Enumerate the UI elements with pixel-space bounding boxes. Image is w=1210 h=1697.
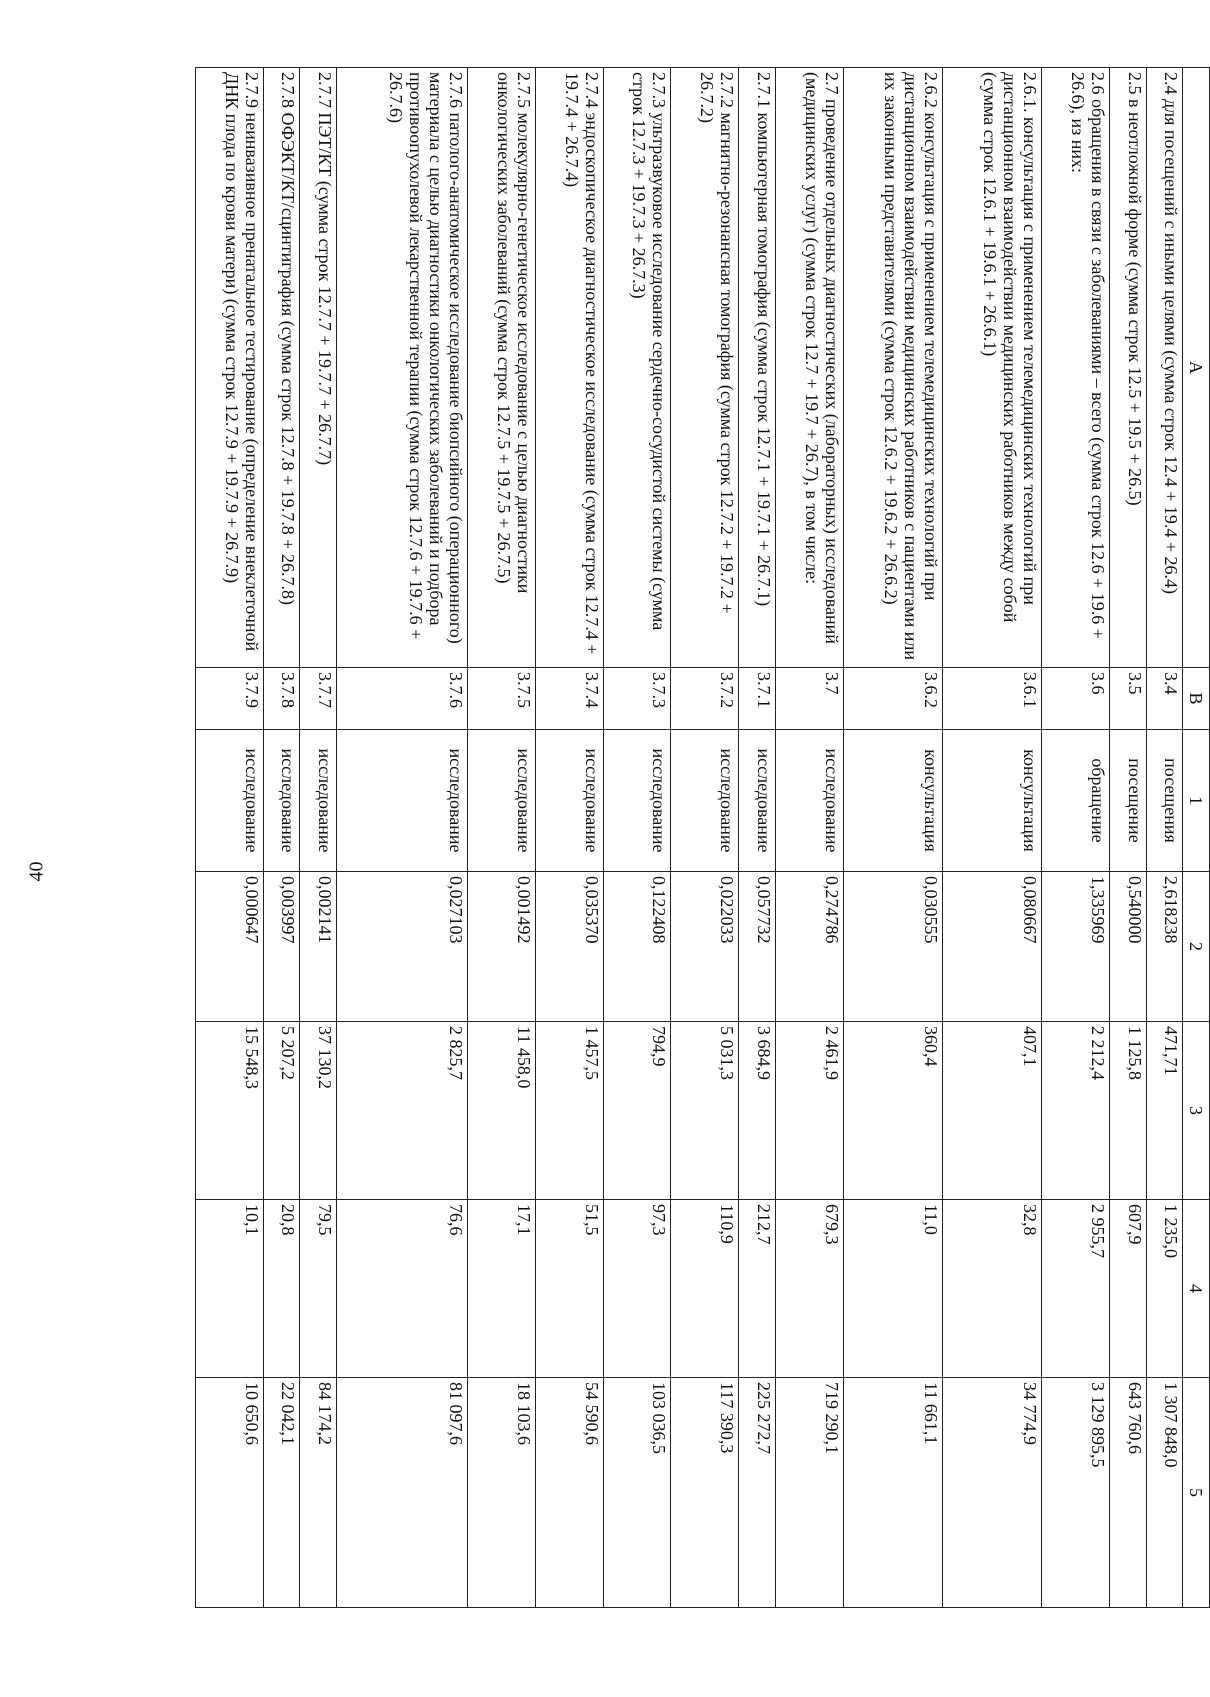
value-cell: 3 129 895,5	[1042, 1378, 1110, 1608]
value-cell: 17,1	[467, 1200, 535, 1378]
value-cell: 22 042,1	[264, 1378, 300, 1608]
desc-cell: 2.6 обращения в связи с заболеваниями – всего (сумма строк 12.6 + 19.6 + 26.6), из них:	[1042, 68, 1110, 668]
value-cell: 10,1	[196, 1200, 264, 1378]
value-cell: 103 036,5	[603, 1378, 671, 1608]
value-cell: 54 590,6	[535, 1378, 603, 1608]
value-cell: 10 650,6	[196, 1378, 264, 1608]
unit-cell: консультация	[943, 730, 1042, 872]
table-row	[739, 68, 775, 1608]
value-cell: 2 955,7	[1042, 1200, 1110, 1378]
value-cell: 212,7	[739, 1200, 775, 1378]
value-cell: 0,003997	[264, 872, 300, 1022]
header-cell: 2	[1183, 872, 1210, 1022]
value-cell: 643 760,6	[1110, 1378, 1146, 1608]
code-cell: 3.7	[775, 668, 843, 730]
value-cell: 5 207,2	[264, 1022, 300, 1200]
unit-cell: исследование	[264, 730, 300, 872]
code-cell: 3.7.9	[196, 668, 264, 730]
desc-cell: 2.7.9 неинвазивное пренатальное тестирование (определение внеклеточной ДНК плода по крови матери) (сумма строк 12.7.9 + 19.7.9 + 26.7.9)	[196, 68, 264, 668]
header-cell: A	[1183, 68, 1210, 668]
table-row	[1146, 68, 1182, 1608]
table-row	[264, 68, 300, 1608]
unit-cell: исследование	[196, 730, 264, 872]
desc-cell: 2.7.8 ОФЭКТ/КТ/сцинтиграфия (сумма строк 12.7.8 + 19.7.8 + 26.7.8)	[264, 68, 300, 668]
unit-cell: консультация	[843, 730, 942, 872]
code-cell: 3.7.1	[739, 668, 775, 730]
code-cell: 3.5	[1110, 668, 1146, 730]
table-row	[671, 68, 739, 1608]
header-cell: 4	[1183, 1200, 1210, 1378]
header-cell: B	[1183, 668, 1210, 730]
desc-cell: 2.7.6 патолого-анатомическое исследование биопсийного (операционного) материала с целью диагностики онкологических заболеваний и подбора противоопухолевой лекарственной терапии (сумма строк 12.7.6 + 19.7.6 + 26.7.6)	[336, 68, 467, 668]
value-cell: 11 661,1	[843, 1378, 942, 1608]
value-cell: 471,71	[1146, 1022, 1182, 1200]
unit-cell: обращение	[1042, 730, 1110, 872]
value-cell: 5 031,3	[671, 1022, 739, 1200]
value-cell: 0,027103	[336, 872, 467, 1022]
value-cell: 11 458,0	[467, 1022, 535, 1200]
desc-cell: 2.7.4 эндоскопическое диагностическое исследование (сумма строк 12.7.4 + 19.7.4 + 26.7.4)	[535, 68, 603, 668]
value-cell: 0,080667	[943, 872, 1042, 1022]
value-cell: 0,035370	[535, 872, 603, 1022]
value-cell: 1 235,0	[1146, 1200, 1182, 1378]
desc-cell: 2.7.2 магнитно-резонансная томография (сумма строк 12.7.2 + 19.7.2 + 26.7.2)	[671, 68, 739, 668]
table-row	[1110, 68, 1146, 1608]
table-body	[196, 68, 1183, 1608]
header-cell: 1	[1183, 730, 1210, 872]
table-row	[535, 68, 603, 1608]
table-row	[300, 68, 336, 1608]
table-row	[1042, 68, 1110, 1608]
value-cell: 3 684,9	[739, 1022, 775, 1200]
value-cell: 18 103,6	[467, 1378, 535, 1608]
value-cell: 51,5	[535, 1200, 603, 1378]
value-cell: 20,8	[264, 1200, 300, 1378]
value-cell: 34 774,9	[943, 1378, 1042, 1608]
code-cell: 3.7.2	[671, 668, 739, 730]
value-cell: 2 212,4	[1042, 1022, 1110, 1200]
code-cell: 3.6.1	[943, 668, 1042, 730]
header-cell: 3	[1183, 1022, 1210, 1200]
unit-cell: исследование	[739, 730, 775, 872]
unit-cell: исследование	[603, 730, 671, 872]
cost-table	[195, 67, 1210, 1608]
unit-cell: исследование	[775, 730, 843, 872]
code-cell: 3.6	[1042, 668, 1110, 730]
value-cell: 2,618238	[1146, 872, 1182, 1022]
unit-cell: исследование	[671, 730, 739, 872]
value-cell: 2 825,7	[336, 1022, 467, 1200]
code-cell: 3.7.8	[264, 668, 300, 730]
value-cell: 679,3	[775, 1200, 843, 1378]
header-row	[1183, 68, 1210, 1608]
value-cell: 117 390,3	[671, 1378, 739, 1608]
value-cell: 1,335969	[1042, 872, 1110, 1022]
value-cell: 15 548,3	[196, 1022, 264, 1200]
code-cell: 3.7.6	[336, 668, 467, 730]
value-cell: 0,022033	[671, 872, 739, 1022]
value-cell: 97,3	[603, 1200, 671, 1378]
value-cell: 1 307 848,0	[1146, 1378, 1182, 1608]
desc-cell: 2.7.1 компьютерная томография (сумма строк 12.7.1 + 19.7.1 + 26.7.1)	[739, 68, 775, 668]
value-cell: 79,5	[300, 1200, 336, 1378]
value-cell: 76,6	[336, 1200, 467, 1378]
unit-cell: посещения	[1146, 730, 1182, 872]
code-cell: 3.7.4	[535, 668, 603, 730]
value-cell: 607,9	[1110, 1200, 1146, 1378]
value-cell: 0,122408	[603, 872, 671, 1022]
code-cell: 3.7.7	[300, 668, 336, 730]
value-cell: 0,274786	[775, 872, 843, 1022]
code-cell: 3.4	[1146, 668, 1182, 730]
code-cell: 3.6.2	[843, 668, 942, 730]
table-row	[336, 68, 467, 1608]
value-cell: 0,057732	[739, 872, 775, 1022]
unit-cell: исследование	[336, 730, 467, 872]
value-cell: 407,1	[943, 1022, 1042, 1200]
rotated-table-container	[195, 67, 1210, 1607]
value-cell: 0,002141	[300, 872, 336, 1022]
desc-cell: 2.7.3 ультразвуковое исследование сердечно-сосудистой системы (сумма строк 12.7.3 + 19.7.3 + 26.7.3)	[603, 68, 671, 668]
value-cell: 0,001492	[467, 872, 535, 1022]
value-cell: 360,4	[843, 1022, 942, 1200]
desc-cell: 2.7.5 молекулярно-генетическое исследование с целью диагностики онкологических заболеваний (сумма строк 12.7.5 + 19.7.5 + 26.7.5)	[467, 68, 535, 668]
value-cell: 1 457,5	[535, 1022, 603, 1200]
code-cell: 3.7.3	[603, 668, 671, 730]
unit-cell: исследование	[300, 730, 336, 872]
value-cell: 84 174,2	[300, 1378, 336, 1608]
desc-cell: 2.6.1. консультация с применением телемедицинских технологий при дистанционном взаимодействии медицинских работников между собой (сумма строк 12.6.1 + 19.6.1 + 26.6.1)	[943, 68, 1042, 668]
value-cell: 1 125,8	[1110, 1022, 1146, 1200]
table-row	[775, 68, 843, 1608]
table-row	[843, 68, 942, 1608]
value-cell: 11,0	[843, 1200, 942, 1378]
desc-cell: 2.4 для посещений с иными целями (сумма строк 12.4 + 19.4 + 26.4)	[1146, 68, 1182, 668]
desc-cell: 2.7.7 ПЭТ/КТ (сумма строк 12.7.7 + 19.7.7 + 26.7.7)	[300, 68, 336, 668]
value-cell: 81 097,6	[336, 1378, 467, 1608]
value-cell: 2 461,9	[775, 1022, 843, 1200]
table-row	[467, 68, 535, 1608]
value-cell: 719 290,1	[775, 1378, 843, 1608]
unit-cell: посещение	[1110, 730, 1146, 872]
desc-cell: 2.6.2 консультация с применением телемедицинских технологий при дистанционном взаимодействии медицинских работников с пациентами или их законными представителями (сумма строк 12.6.2 + 19.6.2 + 26.6.2)	[843, 68, 942, 668]
value-cell: 0,540000	[1110, 872, 1146, 1022]
code-cell: 3.7.5	[467, 668, 535, 730]
value-cell: 794,9	[603, 1022, 671, 1200]
value-cell: 110,9	[671, 1200, 739, 1378]
table-row	[603, 68, 671, 1608]
value-cell: 37 130,2	[300, 1022, 336, 1200]
unit-cell: исследование	[535, 730, 603, 872]
unit-cell: исследование	[467, 730, 535, 872]
value-cell: 225 272,7	[739, 1378, 775, 1608]
desc-cell: 2.7 проведение отдельных диагностических (лабораторных) исследований (медицинских услуг) (сумма строк 12.7 + 19.7 + 26.7), в том числе:	[775, 68, 843, 668]
value-cell: 0,000647	[196, 872, 264, 1022]
page-number: 40	[25, 861, 48, 882]
table-row	[943, 68, 1042, 1608]
desc-cell: 2.5 в неотложной форме (сумма строк 12.5 + 19.5 + 26.5)	[1110, 68, 1146, 668]
value-cell: 0,030555	[843, 872, 942, 1022]
value-cell: 32,8	[943, 1200, 1042, 1378]
table-row	[196, 68, 264, 1608]
header-cell: 5	[1183, 1378, 1210, 1608]
